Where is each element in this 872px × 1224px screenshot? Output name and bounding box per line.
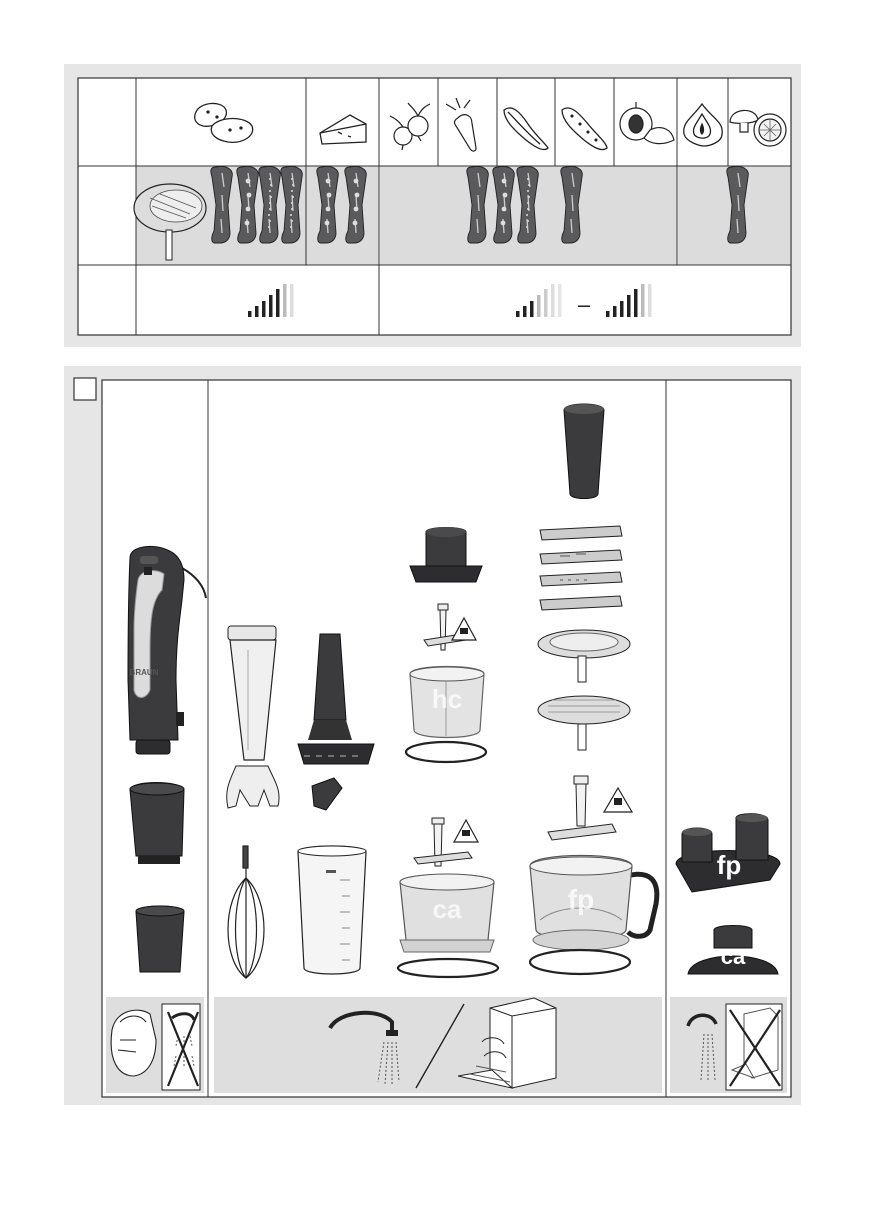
fp-lid-label: fp — [716, 850, 742, 880]
speed-range-separator: – — [577, 292, 591, 317]
no-water-icon — [162, 1004, 200, 1090]
measuring-beaker-icon — [298, 846, 366, 974]
jar-cover-small-icon — [136, 906, 184, 972]
ca-lid-label: ca — [720, 944, 746, 969]
section-marker — [74, 378, 96, 400]
motor-brand-logo: BRAUN — [129, 668, 159, 677]
ca-bowl-label: ca — [432, 894, 462, 924]
pusher-icon — [564, 404, 604, 499]
no-dishwasher-icon — [726, 1004, 782, 1090]
jar-cover-large-icon — [130, 783, 184, 865]
wipe-clean-icon — [111, 1010, 156, 1076]
hc-bowl-label: hc — [431, 684, 463, 714]
fp-bowl-label: fp — [567, 884, 595, 915]
